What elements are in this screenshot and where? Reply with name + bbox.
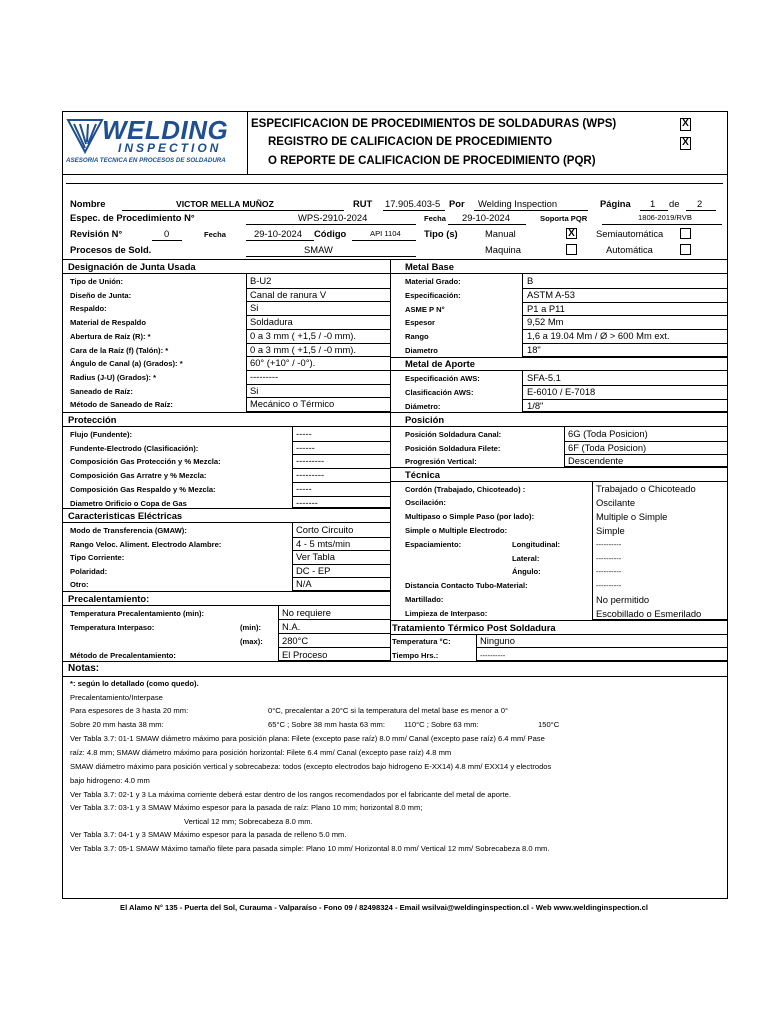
junta-label-2: Respaldo: [70,304,107,314]
proteccion-value-2: --------- [296,455,325,467]
interpaso-label: Temperatura Interpaso: [70,623,155,632]
proteccion-value-4: ----- [296,482,312,494]
aporte-label-1: Clasificación AWS: [405,387,474,397]
longitudinal-value: ---------- [596,540,622,549]
electricas-title: Caracteristicas Eléctricas [68,510,183,521]
posicion-label-1: Posición Soldadura Filete: [405,443,501,453]
electricas-value-4: N/A [296,578,312,590]
de-value: 2 [697,198,703,209]
proteccion-label-0: Flujo (Fundente): [70,430,132,439]
revision-label: Revisión N° [70,228,123,239]
martillado-value: No permitido [596,594,650,605]
aporte-value-0: SFA-5.1 [527,372,561,383]
notas-line8: bajo hidrogeno: 4.0 mm [70,776,150,785]
proteccion-label-1: Fundente-Electrodo (Clasificación): [70,443,199,453]
posicion-value-0: 6G (Toda Posicion) [568,428,648,439]
simple-label: Simple o Multiple Electrodo: [405,526,508,535]
notas-line4b: 65°C ; Sobre 38 mm hasta 63 mm: [268,720,385,729]
proteccion-value-0: ----- [296,428,312,439]
junta-value-8: Si [250,384,259,396]
max-value: 280°C [282,635,309,646]
aporte-label-2: Diámetro: [405,401,441,411]
proteccion-label-2: Composición Gas Protección y % Mezcla: [70,457,221,467]
electricas-value-3: DC - EP [296,564,331,576]
espaciamiento-label: Espaciamiento: [405,540,462,549]
max-label: (max): [240,637,263,646]
base-value-5: 18" [527,344,541,355]
tecnica-title: Técnica [405,469,440,480]
longitudinal-label: Longitudinal: [512,540,561,549]
codigo-value: API 1104 [370,229,401,238]
footer-text: El Alamo N° 135 - Puerta del Sol, Curauma - Valparaíso - Fono 09 / 82498324 - Email wsilvai@weldinginspection.cl - Web www.weldinginspection.cl [120,903,648,912]
proteccion-title: Protección [68,414,117,425]
junta-label-9: Método de Saneado de Raíz: [70,400,173,410]
junta-label-0: Tipo de Unión: [70,277,124,286]
post-temp-label: Temperatura °C: [392,637,451,646]
espec-label: Espec. de Procedimiento N° [70,212,195,223]
metal-aporte-title: Metal de Aporte [405,358,475,369]
lateral-label: Lateral: [512,554,540,563]
logo-line2: INSPECTION [118,141,222,155]
proteccion-label-3: Composición Gas Arratre y % Mezcla: [70,471,207,481]
tipo-label: Tipo (s) [424,228,458,239]
base-value-1: ASTM A-53 [527,288,575,300]
aporte-label-0: Especificación AWS: [405,374,480,383]
proteccion-label-4: Composición Gas Respaldo y % Mezcla: [70,484,216,494]
notas-line3b: 0°C, precalentar a 20°C si la temperatura del metal base es menor a 0° [268,706,508,715]
junta-value-7: --------- [250,370,279,382]
posicion-value-1: 6F (Toda Posicion) [568,441,647,453]
metodo-value: El Proceso [282,649,328,660]
post-temp-value: Ninguno [480,635,515,646]
logo-line1: WELDING [102,115,229,145]
simple-value: Simple [596,525,625,536]
automatica-checkbox[interactable] [680,244,691,255]
notas-title: Notas: [68,663,100,674]
limpieza-label: Limpieza de Interpaso: [405,609,488,618]
junta-label-3: Material de Respaldo [70,318,146,328]
proteccion-value-1: ------ [296,441,315,453]
maquina-label: Maquina [485,244,521,255]
fecha-label: Fecha [424,214,446,223]
nombre-label: Nombre [70,198,106,209]
junta-value-6: 60° (+10° / -0°). [250,357,316,369]
notas-line11: Vertical 12 mm; Sobrecabeza 8.0 mm. [184,817,313,826]
martillado-label: Martillado: [405,595,444,604]
junta-value-3: Soldadura [250,316,293,328]
cordon-value: Trabajado o Chicoteado [596,483,696,494]
notas-line1: *: según lo detallado (como quedo). [70,679,199,688]
notas-line10: Ver Tabla 3.7: 03-1 y 3 SMAW Máximo espesor para la pasada de raíz: Plano 10 mm; horizontal 8.0 mm; [70,803,423,812]
base-label-5: Diametro [405,346,438,355]
pagina-label: Página [600,198,631,209]
base-value-0: B [527,275,534,286]
procesos-label: Procesos de Sold. [70,244,152,255]
temp-min-value: No requiere [282,607,331,618]
temp-min-label: Temperatura Precalentamiento (min): [70,609,205,618]
junta-value-5: 0 a 3 mm ( +1,5 / -0 mm). [250,343,357,355]
metal-base-title: Metal Base [405,261,454,272]
aporte-value-2: 1/8" [527,399,544,411]
posicion-label-0: Posición Soldadura Canal: [405,430,502,439]
angulo-label: Ángulo: [512,567,541,576]
base-value-3: 9,52 Mm [527,316,564,328]
manual-label: Manual [485,228,516,239]
lateral-value: ---------- [596,554,622,563]
distancia-value: ---------- [596,581,622,590]
cordon-label: Cordón (Trabajado, Chicoteado) : [405,485,526,494]
junta-label-6: Ángulo de Canal (a) (Grados): * [70,359,183,369]
semiautomatica-checkbox[interactable] [680,228,691,239]
electricas-value-0: Corto Circuito [296,524,354,535]
electricas-label-3: Polaridad: [70,566,108,576]
wps-checkbox[interactable]: X [680,118,691,131]
junta-value-2: Si [250,302,259,314]
junta-value-0: B-U2 [250,275,272,286]
distancia-label: Distancia Contacto Tubo-Material: [405,581,528,590]
procesos-value: SMAW [304,244,333,255]
pagina-value: 1 [650,198,656,209]
junta-value-1: Canal de ranura V [250,288,327,300]
min-value: N.A. [282,621,301,632]
multipaso-label: Multipaso o Simple Paso (por lado): [405,512,535,521]
posicion-value-2: Descendente [568,455,624,466]
nombre-value: VICTOR MELLA MUÑOZ [176,199,274,209]
revision-value: 0 [164,228,170,239]
junta-label-8: Saneado de Raíz: [70,386,133,396]
base-label-0: Material Grado: [405,277,461,286]
notas-line4c: 110°C ; Sobre 63 mm: [404,720,479,729]
notas-line3a: Para espesores de 3 hasta 20 mm: [70,706,189,715]
notas-line12: Ver Tabla 3.7: 04-1 y 3 SMAW Máximo espesor para la pasada de relleno 5.0 mm. [70,830,347,839]
rut-label: RUT [353,198,373,209]
auto-label: Automática [606,244,653,255]
logo-emblem-icon [66,118,106,154]
de-label: de [669,198,680,209]
base-label-3: Espesor [405,318,435,328]
base-label-4: Rango [405,332,429,342]
soporta-label: Soporta PQR [540,214,588,223]
notas-line6: raíz: 4.8 mm; SMAW diámetro máximo para posición horizontal: Filete 6.4 mm/ Canal (excepto pase raíz) 4.8 mm [70,748,452,757]
post-tiempo-label: Tiempo Hrs.: [392,651,439,660]
logo [64,114,246,170]
posicion-label-2: Progresión Vertical: [405,457,477,466]
logo-tagline: ASESORIA TECNICA EN PROCESOS DE SOLDADURA [66,157,226,164]
header-line1: ESPECIFICACION DE PROCEDIMIENTOS DE SOLDADURAS (WPS) [251,118,617,130]
notas-line9: Ver Tabla 3.7: 02-1 y 3 La máxima corriente deberá estar dentro de los rangos recomendados por el fabricante del metal de aporte. [70,790,511,799]
junta-title: Designación de Junta Usada [68,261,196,272]
proteccion-value-5: ------- [296,496,318,508]
fecha-value: 29-10-2024 [462,212,510,223]
electricas-label-2: Tipo Corriente: [70,553,125,563]
min-label: (min): [240,623,262,632]
junta-label-4: Abertura de Raíz (R): * [70,331,151,341]
notas-line4d: 150°C [538,720,560,729]
junta-label-7: Radius (J-U) (Grados): * [70,372,157,382]
por-label: Por [449,198,465,209]
notas-line4a: Sobre 20 mm hasta 38 mm: [70,720,164,729]
header-line2: REGISTRO DE CALIFICACION DE PROCEDIMIENTO [268,136,553,148]
electricas-label-0: Modo de Transferencia (GMAW): [70,526,187,535]
fecha2-value: 29-10-2024 [254,228,302,239]
base-value-2: P1 a P11 [527,302,565,314]
notas-line5: Ver Tabla 3.7: 01-1 SMAW diámetro máximo para posición plana: Filete (excepto pase raíz) 8.0 mm/ Canal (excepto pase raíz) 6.4 mm/ Pase [70,734,545,743]
semi-label: Semiautomática [596,228,664,239]
post-title: Tratamiento Térmico Post Soldadura [392,622,556,633]
por-value: Welding Inspection [478,198,558,209]
metodo-label: Método de Precalentamiento: [70,651,176,660]
precal-title: Precalentamiento: [68,593,150,604]
junta-label-5: Cara de la Raíz (f) (Talón): * [70,345,169,355]
registro-checkbox[interactable]: X [680,137,691,150]
post-tiempo-value: ---------- [480,651,506,660]
manual-checkbox[interactable]: X [566,228,577,239]
proteccion-value-3: --------- [296,469,325,481]
notas-line13: Ver Tabla 3.7: 05-1 SMAW Máximo tamaño filete para pasada simple: Plano 10 mm/ Horizontal 8.0 mm/ Vertical 12 mm/ Sobrecabeza 8.0 mm. [70,844,550,853]
codigo-label: Código [314,228,347,239]
espec-value: WPS-2910-2024 [298,212,368,223]
base-value-4: 1,6 a 19.04 Mm / Ø > 600 Mm ext. [527,330,670,342]
electricas-value-2: Ver Tabla [296,551,335,563]
junta-value-9: Mecánico o Térmico [250,398,335,410]
electricas-label-1: Rango Veloc. Aliment. Electrodo Alambre: [70,539,222,549]
aporte-value-1: E-6010 / E-7018 [527,385,596,397]
fecha2-label: Fecha [204,230,226,239]
notas-line7: SMAW diámetro máximo para posición vertical y sobrecabeza: todos (excepto electrodos bajo hidrogeno E-XX14) 4.8 mm/ EXX14 y electrodos [70,762,552,771]
angulo-value: ---------- [596,567,622,576]
base-label-2: ASME P N° [405,304,445,314]
electricas-label-4: Otro: [70,580,89,590]
limpieza-value: Escobillado o Esmerilado [596,608,702,619]
posicion-title: Posición [405,414,445,425]
proteccion-label-5: Diametro Orificio o Copa de Gas [70,498,187,508]
oscilacion-label: Oscilación: [405,498,446,507]
header-line3: O REPORTE DE CALIFICACION DE PROCEDIMIENTO (PQR) [268,155,596,167]
multipaso-value: Multiple o Simple [596,511,668,522]
electricas-value-1: 4 - 5 mts/min [296,537,351,549]
junta-label-1: Diseño de Junta: [70,290,132,300]
notas-line2: Precalentamiento/Interpase [70,693,163,702]
soporta-value: 1806-2019/RVB [638,213,692,222]
oscilacion-value: Oscilante [596,497,636,508]
base-label-1: Especificación: [405,290,461,300]
maquina-checkbox[interactable] [566,244,577,255]
rut-value: 17.905.403-5 [385,198,441,209]
junta-value-4: 0 a 3 mm ( +1,5 / -0 mm). [250,329,357,341]
